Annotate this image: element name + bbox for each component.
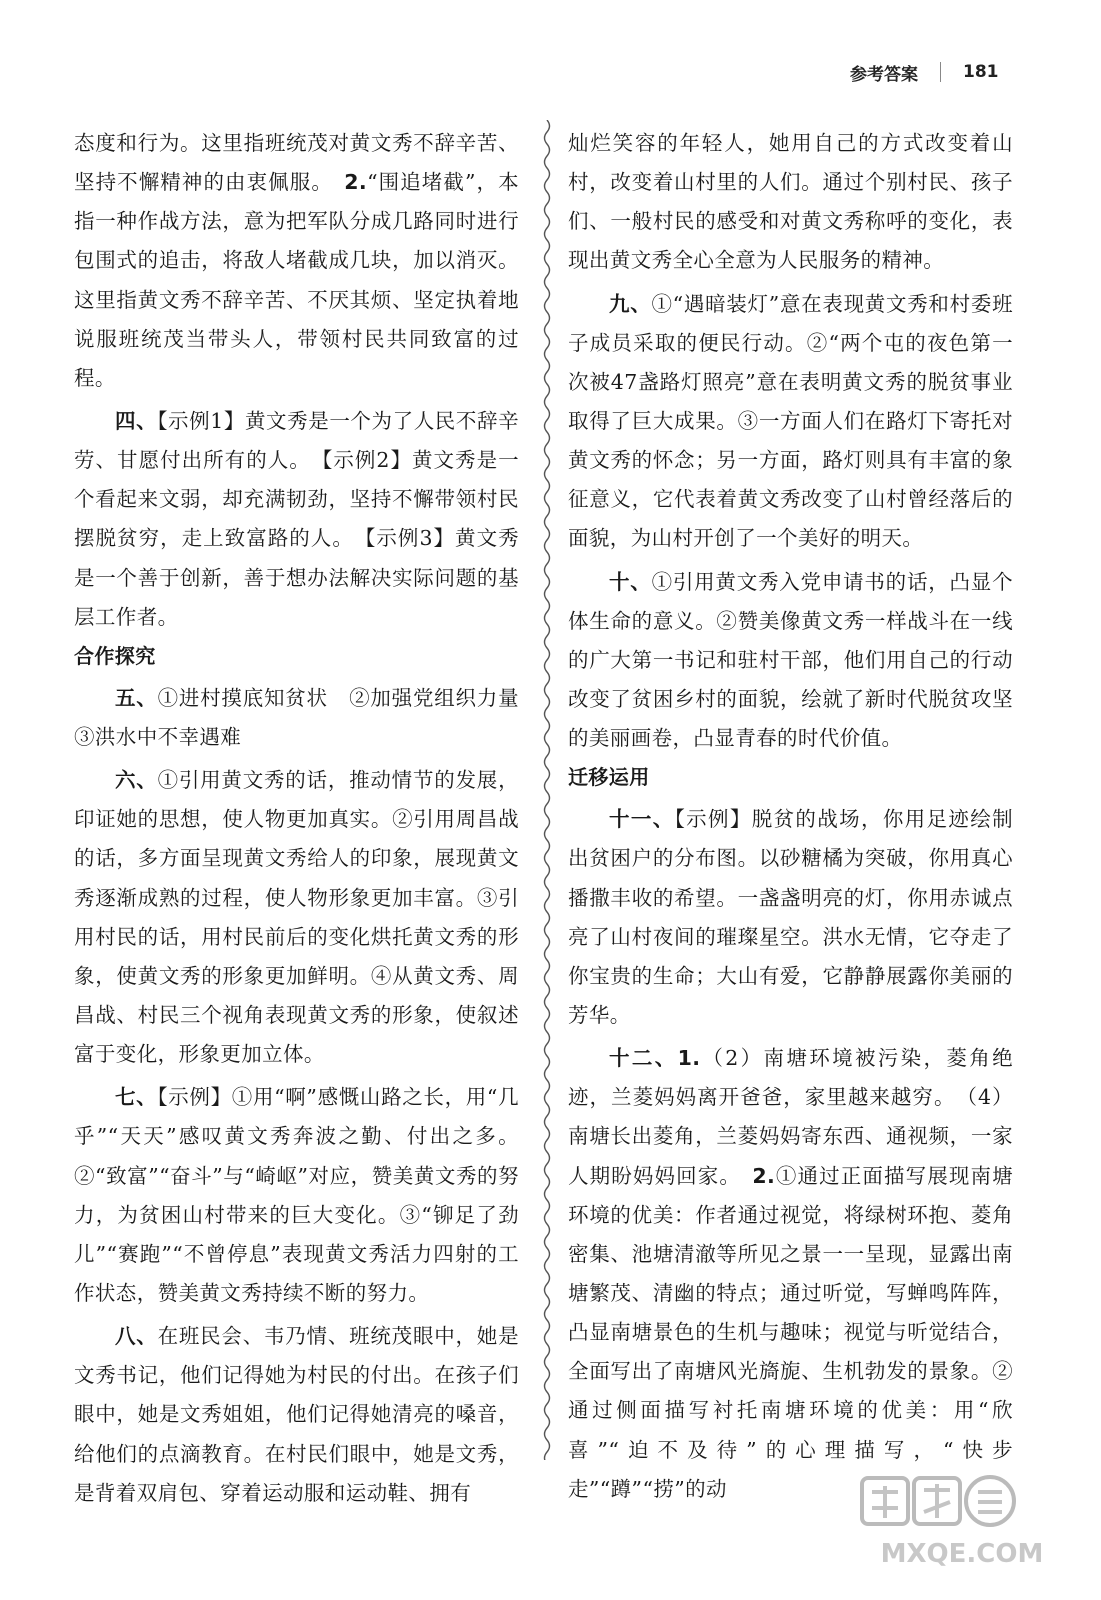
page-number: 181 bbox=[963, 62, 999, 82]
page-header bbox=[850, 58, 1041, 86]
question-number: 九、 bbox=[609, 291, 652, 316]
watermark-url: MXQE.COM bbox=[880, 1539, 1044, 1569]
answer-paragraph bbox=[74, 1317, 519, 1513]
column-separator bbox=[540, 120, 554, 1460]
answer-text: ①引用黄文秀入党申请书的话，凸显个体生命的意义。②赞美像黄文秀一样战斗在一线的广大第一书记和驻村干部，他们用自己的行动改变了贫困乡村的面貌，绘就了新时代脱贫攻坚的美丽画卷，凸显青春的时代价值。 bbox=[568, 569, 1013, 751]
answer-text: ①“遇暗装灯”意在表现黄文秀和村委班子成员采取的便民行动。②“两个屯的夜色第一次被47盏路灯照亮”意在表明黄文秀的脱贫事业取得了巨大成果。③一方面人们在路灯下寄托对黄文秀的怀念；另一方面，路灯则具有丰富的象征意义，它代表着黄文秀改变了山村曾经落后的面貌，为山村开创了一个美好的明天。 bbox=[568, 291, 1013, 551]
answer-paragraph bbox=[568, 124, 1013, 281]
answer-paragraph bbox=[568, 1039, 1013, 1509]
answer-paragraph bbox=[568, 800, 1013, 1035]
answer-paragraph bbox=[568, 285, 1013, 559]
question-number: 2. bbox=[344, 170, 368, 195]
answer-text: 在班民会、韦乃情、班统茂眼中，她是文秀书记，他们记得她为村民的付出。在孩子们眼中，她是文秀姐姐，他们记得她清亮的嗓音，给他们的点滴教育。在村民们眼中，她是文秀，是背着双肩包、穿着运动服和运动鞋、拥有 bbox=[74, 1324, 519, 1505]
question-number: 七、 bbox=[115, 1085, 158, 1110]
answer-paragraph bbox=[74, 1078, 519, 1313]
section-heading bbox=[74, 637, 519, 675]
section-heading bbox=[568, 758, 1013, 796]
answer-text: 态度和行为。这里指班统茂对黄文秀不辞辛苦、坚持不懈精神的由衷佩服。 bbox=[74, 131, 519, 195]
header-title: 参考答案 bbox=[850, 64, 918, 85]
answer-text: 【示例】①用“啊”感慨山路之长，用“几乎”“天天”感叹黄文秀奔波之勤、付出之多。②“致富”“奋斗”与“崎岖”对应，赞美黄文秀的努力，为贫困山村带来的巨大变化。③“铆足了劲儿”“赛跑”“不曾停息”表现黄文秀活力四射的工作状态，赞美黄文秀持续不断的努力。 bbox=[74, 1085, 519, 1305]
left-column bbox=[74, 124, 540, 1513]
answer-text: “围追堵截”，本指一种作战方法，意为把军队分成几路同时进行包围式的追击，将敌人堵截成几块，加以消灭。这里指黄文秀不辞辛苦、不厌其烦、坚定执着地说服班统茂当带头人，带领村民共同致富的过程。 bbox=[74, 170, 519, 390]
question-number: 八、 bbox=[115, 1324, 158, 1349]
answer-text: 合作探究 bbox=[74, 643, 156, 668]
answer-text: ①通过正面描写展现南塘环境的优美：作者通过视觉，将绿树环抱、菱角密集、池塘清澈等所见之景一一呈现，显露出南塘繁茂、清幽的特点；通过听觉，写蝉鸣阵阵，凸显南塘景色的生机与趣味；视觉与听觉结合，全面写出了南塘风光旖旎、生机勃发的景象。②通过侧面描写衬托南塘环境的优美：用“欣喜”“迫不及待”的心理描写，“快步走”“蹲”“捞”的动 bbox=[568, 1163, 1013, 1501]
answer-text: 迁移运用 bbox=[568, 765, 650, 790]
question-number: 十、 bbox=[609, 569, 652, 594]
answer-text: 【示例】脱贫的战场，你用足迹绘制出贫困户的分布图。以砂糖橘为突破，你用真心播撒丰收的希望。一盏盏明亮的灯，你用赤诚点亮了山村夜间的璀璨星空。洪水无情，它夺走了你宝贵的生命；大山有爱，它静静展露你美丽的芳华。 bbox=[568, 807, 1013, 1027]
answer-paragraph bbox=[74, 679, 540, 757]
question-number: 四、 bbox=[115, 408, 158, 433]
question-number: 十二、1. bbox=[609, 1046, 701, 1071]
answer-text: 【示例1】黄文秀是一个为了人民不辞辛劳、甘愿付出所有的人。 【示例2】黄文秀是一个看起来文弱，却充满韧劲，坚持不懈带领村民摆脱贫穷，走上致富路的人。 【示例3】黄文秀是一个善于创新，善于想办法解决实际问题的基层工作者。 bbox=[74, 408, 519, 629]
question-number: 2. bbox=[752, 1163, 776, 1188]
answer-text: ①引用黄文秀的话，推动情节的发展，印证她的思想，使人物更加真实。②引用周昌战的话，多方面呈现黄文秀给人的印象，展现黄文秀逐渐成熟的过程，使人物形象更加丰富。③引用村民的话，用村民前后的变化烘托黄文秀的形象，使黄文秀的形象更加鲜明。④从黄文秀、周昌战、村民三个视角表现黄文秀的形象，使叙述富于变化，形象更加立体。 bbox=[74, 768, 519, 1067]
answer-text: 灿烂笑容的年轻人，她用自己的方式改变着山村，改变着山村里的人们。通过个别村民、孩子们、一般村民的感受和对黄文秀称呼的变化，表现出黄文秀全心全意为人民服务的精神。 bbox=[568, 131, 1013, 273]
right-column bbox=[568, 124, 1013, 1509]
answer-paragraph bbox=[74, 761, 519, 1074]
header-divider bbox=[940, 62, 941, 82]
answer-text: （2）南塘环境被污染，菱角绝迹，兰菱妈妈离开爸爸，家里越来越穷。 （4）南塘长出菱角，兰菱妈妈寄东西、通视频，一家人期盼妈妈回家。 bbox=[568, 1046, 1013, 1188]
question-number: 六、 bbox=[115, 768, 158, 793]
question-number: 五、 bbox=[115, 685, 158, 710]
answer-text: ①进村摸底知贫状 ②加强党组织力量 ③洪水中不幸遇难 bbox=[74, 685, 540, 749]
question-number: 十一、 bbox=[609, 807, 675, 832]
watermark-logo bbox=[858, 1472, 1070, 1572]
answer-paragraph bbox=[74, 124, 519, 398]
answer-paragraph bbox=[74, 402, 519, 637]
answer-paragraph bbox=[568, 563, 1013, 759]
